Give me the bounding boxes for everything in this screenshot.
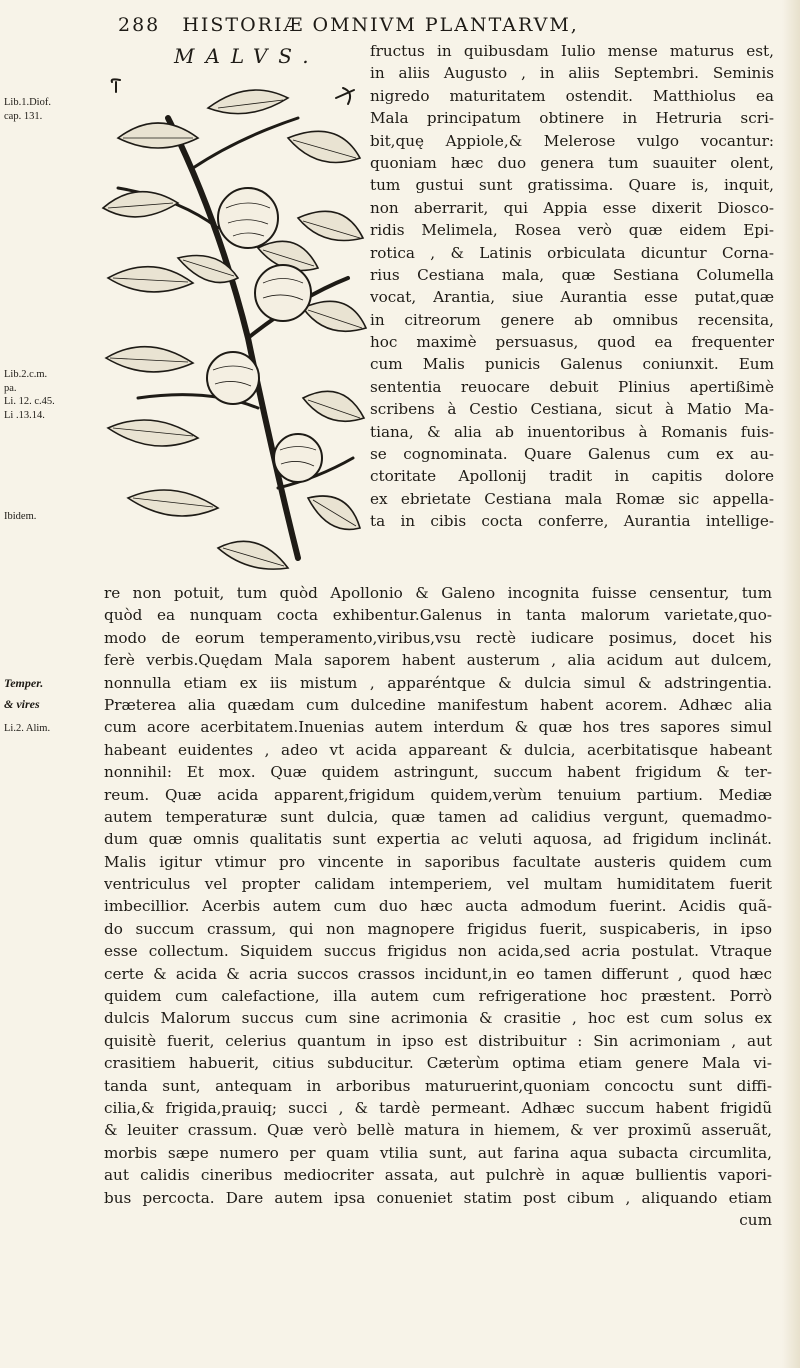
text-line: imbecillior. Acerbis autem cum duo hæc aucta admodum fuerint. Acidis quã- <box>104 897 772 916</box>
text-line: esse collectum. Siquidem succus frigidus non acida,sed acria postulat. Vtraque <box>104 942 772 961</box>
apple-branch-woodcut <box>98 78 368 574</box>
text-line: hoc maximè persuasus, quod ea frequenter <box>370 333 774 352</box>
text-line: certe & acida & acria succos crassos incidunt,in eo tamen differunt , quod hæc <box>104 964 772 983</box>
text-line: bit,quę Appiole,& Melerose vulgo vocantur: <box>370 131 774 150</box>
margin-note: Lib.2.c.m. <box>4 369 48 380</box>
text-line: Mala principatum obtinere in Hetruria scri- <box>370 109 774 128</box>
text-line: cum Malis punicis Galenus coniunxit. Eum <box>370 355 774 374</box>
text-line: & leuiter crassum. Quæ verò bellè matura in hiemem, & ver proximũ asseruãt, <box>104 1121 772 1140</box>
text-column-top <box>370 40 774 533</box>
text-line: tiana, & alia ab inuentoribus à Romanis fuis- <box>370 422 774 441</box>
text-line: bus percocta. Dare autem ipsa conueniet statim post cibum , aliquando etiam <box>104 1188 772 1207</box>
text-line: quisitè fuerit, celerius quantum in ipso est distribuitur : Sin acrimoniam , aut <box>104 1031 772 1050</box>
text-line: tanda sunt, antequam in arboribus maturuerint,quoniam concoctu sunt diffi- <box>104 1076 772 1095</box>
text-line: dum quæ omnis qualitatis sunt expertia ac veluti aquosa, ad frigidum inclinát. <box>104 830 772 849</box>
margin-note: Ibidem. <box>4 511 37 522</box>
text-line: re non potuit, tum quòd Apollonio & Galeno incognita fuisse censentur, tum <box>104 584 772 602</box>
text-line: rius Cestiana mala, quæ Sestiana Columella <box>370 265 774 284</box>
text-line: rotica , & Latinis orbiculata dicuntur Corna- <box>370 243 774 262</box>
text-line: quoniam hæc duo genera tum suauiter olent, <box>370 153 774 172</box>
text-line: fructus in quibusdam Iulio mense maturus est, <box>370 42 774 60</box>
text-line: ventriculus vel propter calidam intemperiem, vel multam humiditatem fuerit <box>104 875 772 894</box>
margin-note: & vires <box>4 697 40 711</box>
margin-note: cap. 131. <box>4 111 43 122</box>
plant-name-heading: MALVS. <box>174 44 320 68</box>
text-line: nonnihil: Et mox. Quæ quidem astringunt, succum habent frigidum & ter- <box>104 763 772 782</box>
text-line: nonnulla etiam ex iis mistum , apparéntque & dulcia simul & adstringentia. <box>104 673 772 692</box>
page-number: 288 <box>118 14 161 36</box>
text-line: autem temperaturæ sunt dulcia, quæ tamen ad calidius vergunt, quemadmo- <box>104 807 772 826</box>
text-line: dulcis Malorum succus cum sine acrimonia & crasitie , hoc est cum solus ex <box>104 1009 772 1028</box>
margin-note: Lib.1.Diof. <box>4 97 51 108</box>
text-column-full <box>104 582 772 1231</box>
text-line: aut calidis cineribus mediocriter assata, aut pulchrè in aquæ bullientis vapori- <box>104 1166 772 1185</box>
text-line: cilia,& frigida,prauiq; succi , & tardè permeant. Adhæc succum habent frigidũ <box>104 1098 772 1117</box>
text-line: do succum crassum, qui non magnopere frigidus fuerit, suspicaberis, in ipso <box>104 919 772 938</box>
text-line: crasitiem habuerit, citius subducitur. Cæterùm optima etiam genere Mala vi- <box>104 1054 772 1073</box>
text-line: quidem cum calefactione, illa autem cum refrigeratione hoc præstent. Porrò <box>104 987 772 1006</box>
text-line: ctoritate Apollonij tradit in capitis dolore <box>370 467 774 486</box>
text-line: quòd ea nunquam cocta exhibentur.Galenus in tanta malorum varietate,quo- <box>104 606 772 625</box>
text-line: in citreorum genere ab omnibus recensita, <box>370 310 774 329</box>
text-line: se cognominata. Quare Galenus cum ex au- <box>370 445 774 464</box>
text-line: modo de eorum temperamento,viribus,vsu rectè iudicare posimus, docet his <box>104 628 772 647</box>
page-edge-shadow <box>782 0 800 1368</box>
margin-note: Li .13.14. <box>4 410 45 421</box>
margin-note: Li.2. Alim. <box>4 723 51 734</box>
catchword: cum <box>739 1210 772 1229</box>
text-line: ferè verbis.Quędam Mala saporem habent austerum , alia acidum aut dulcem, <box>104 651 772 670</box>
margin-note: Li. 12. c.45. <box>4 396 55 407</box>
text-line: ex ebrietate Cestiana mala Romæ sic appella- <box>370 489 774 508</box>
text-line: ridis Melimela, Rosea verò quæ eidem Epi- <box>370 221 774 240</box>
text-line: in aliis Augusto , in aliis Septembri. Seminis <box>370 64 774 83</box>
running-header <box>118 14 780 40</box>
text-line: non aberrarit, qui Appia esse dixerit Diosco- <box>370 198 774 217</box>
text-line: morbis sæpe numero per quam vtilia sunt, aut farina aqua subacta circumlita, <box>104 1143 772 1162</box>
margin-note: Temper. <box>4 676 44 690</box>
text-line: Malis igitur vtimur pro vincente in saporibus facultate austeris quidem cum <box>104 852 772 871</box>
text-line: cum acore acerbitatem.Inuenias autem interdum & quæ hos tres sapores simul <box>104 718 772 737</box>
woodcut-illustration <box>98 78 368 574</box>
text-line: sententia reuocare debuit Plinius apertißimè <box>370 377 774 396</box>
text-line: nigredo maturitatem ostendit. Matthiolus ea <box>370 86 774 105</box>
margin-note: pa. <box>4 383 17 394</box>
text-line: ta in cibis cocta conferre, Aurantia intellige- <box>370 512 774 531</box>
running-title: HISTORIÆ OMNIVM PLANTARVM, <box>182 14 579 36</box>
text-line: scribens à Cestio Cestiana, sicut à Matio Ma- <box>370 400 774 419</box>
text-line: tum gustui sunt gratissima. Quare is, inquit, <box>370 176 774 195</box>
text-line: reum. Quæ acida apparent,frigidum quidem,verùm tenuium partium. Mediæ <box>104 785 772 804</box>
text-line: vocat, Arantia, siue Aurantia esse putat,quæ <box>370 288 774 307</box>
text-line: habeant euidentes , adeo vt acida appareant & dulcia, acerbitatisque habeant <box>104 740 772 759</box>
text-line: Præterea alia quædam cum dulcedine manifestum habent acorem. Adhæc alia <box>104 695 772 714</box>
